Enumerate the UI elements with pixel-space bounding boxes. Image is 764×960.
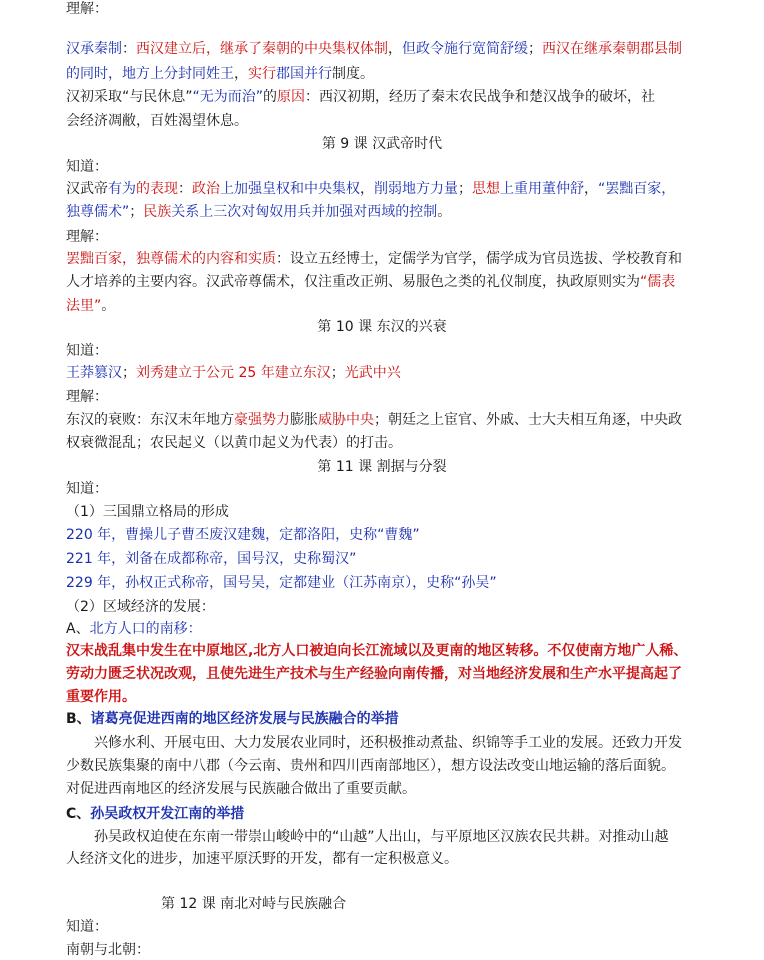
text-run: 诸葛亮促进西南的地区经济发展与民族融合的举措 <box>90 711 399 727</box>
text-run: 原因 <box>277 89 306 105</box>
text-line <box>66 641 734 661</box>
text-line <box>66 687 734 707</box>
text-run: “无为而治” <box>192 89 264 105</box>
text-line <box>66 0 734 19</box>
text-line <box>66 433 734 453</box>
text-run: 第 9 课 汉武帝时代 <box>321 136 443 152</box>
text-line <box>66 573 734 593</box>
text-run: 兴修水利、开展屯田、大力发展农业同时，还积极推动煮盐、织锦等手工业的发展。还致力开发 <box>94 735 682 751</box>
text-line <box>94 733 734 753</box>
text-line <box>161 894 734 914</box>
text-run: 孙吴政权迫使在东南一带崇山峻岭中的“山越”人出山，与平原地区汉族农民共耕。对推动山越 <box>94 829 669 845</box>
text-run: 西汉在继承秦朝郡县制 <box>542 41 682 57</box>
text-line <box>66 87 734 107</box>
text-run: ；朝廷之上宦官、外戚、士大夫相互角逐，中央政 <box>374 412 682 428</box>
text-line <box>0 457 764 477</box>
text-run: 刘秀建立于公元 25 年建立东汉 <box>136 365 331 381</box>
text-run: ： <box>122 41 136 57</box>
text-run: 思想 <box>472 181 500 197</box>
text-run: 东汉的衰败：东汉末年地方 <box>66 412 234 428</box>
text-run: ， <box>584 181 598 197</box>
text-run: 重要作用。 <box>66 689 136 705</box>
text-run: 上重用董仲舒 <box>500 181 584 197</box>
text-run: 法里” <box>66 298 102 314</box>
text-run: ； <box>330 365 345 381</box>
text-run: 劳动力匮乏状况改观，且使先进生产技术与生产经验向南传播，对当地经济发展和生产水平提高起了 <box>66 666 682 682</box>
text-run: ： <box>178 181 192 197</box>
text-run: 权衰微混乱；农民起义（以黄巾起义为代表）的打击。 <box>66 435 402 451</box>
text-line <box>66 39 734 59</box>
text-run: 第 10 课 东汉的兴衰 <box>317 319 447 335</box>
text-line <box>66 525 734 545</box>
text-line <box>66 249 734 269</box>
text-line <box>66 479 734 499</box>
text-run: 人才培养的主要内容。汉武帝尊儒术，仅注重改正朔、易服色之类的礼仪制度，执政原则实为 <box>66 274 640 290</box>
text-run: 人经济文化的进步，加速平原沃野的开发，都有一定积极意义。 <box>66 851 458 867</box>
text-run: 制度。 <box>332 66 374 82</box>
text-run: C、 <box>66 806 91 822</box>
text-run: 知道： <box>66 481 108 497</box>
text-line <box>66 779 734 799</box>
text-run: 理解： <box>66 229 108 245</box>
text-run: 膨胀 <box>290 412 318 428</box>
text-run: 汉承秦制 <box>66 41 122 57</box>
text-run: 关系上 <box>171 204 214 220</box>
text-run: 少数民族集聚的南中八郡（今云南、贵州和四川西南部地区），想方设法改变山地运输的落后面貌。 <box>66 758 675 774</box>
text-run: （1）三国鼎立格局的形成 <box>66 504 229 520</box>
text-run: ， <box>388 41 402 57</box>
text-run: 221 年，刘备在成都称帝，国号汉，史称蜀汉” <box>66 551 357 567</box>
text-run: 罢黜百家，独尊儒术的内容和实质 <box>66 251 276 267</box>
text-line <box>66 597 734 617</box>
text-run: 理解： <box>66 1 108 17</box>
text-run: 的表现 <box>136 181 178 197</box>
text-line <box>66 664 734 684</box>
text-run: 但政令施行宽简舒缓 <box>402 41 528 57</box>
text-run: 的同时，地方上分封同姓王 <box>66 66 234 82</box>
text-run: 汉武帝 <box>66 181 108 197</box>
text-run: 汉末战乱集中发生在中原地区,北方人口被迫向长江流域以及更南的地区转移。不仅使南方地广人稀、 <box>66 643 688 659</box>
text-run: 。 <box>101 298 116 314</box>
text-run: 汉初采取“与民休息” <box>66 89 193 105</box>
text-run: A、 <box>66 621 90 637</box>
text-run: 郡国并行 <box>276 66 332 82</box>
text-run: 知道： <box>66 919 108 935</box>
text-line <box>66 410 734 430</box>
text-run: ， <box>234 66 248 82</box>
text-line <box>0 134 764 154</box>
text-line <box>66 296 734 316</box>
text-line <box>66 202 734 222</box>
text-run: 第 12 课 南北对峙与民族融合 <box>161 896 347 912</box>
text-line <box>66 709 734 729</box>
text-line <box>66 179 734 199</box>
text-run: 第 11 课 割据与分裂 <box>317 459 447 475</box>
text-run: ； <box>122 365 136 381</box>
text-run: 王莽篡汉 <box>66 365 122 381</box>
text-run: 独尊儒术” <box>66 204 130 220</box>
text-run: 知道： <box>66 343 108 359</box>
text-run: 的 <box>263 89 278 105</box>
text-line <box>66 363 734 383</box>
text-line <box>66 804 734 824</box>
text-line <box>66 341 734 361</box>
text-line <box>66 756 734 776</box>
text-run: “罢黜百家， <box>598 181 676 197</box>
text-line <box>66 619 734 639</box>
text-run: 西汉建立后，继承了秦朝的中央集权体制 <box>136 41 388 57</box>
text-run: 有为 <box>108 181 136 197</box>
text-run: ：西汉初期，经历了秦末农民战争和楚汉战争的破坏，社 <box>305 89 656 105</box>
text-line <box>66 111 734 131</box>
text-line <box>66 917 734 937</box>
text-run: ； <box>528 41 542 57</box>
text-run: 。 <box>437 204 452 220</box>
text-run: 229 年，孙权正式称帝，国号吴，定都建业（江苏南京），史称“孙吴” <box>66 575 497 591</box>
text-run: 知道： <box>66 159 108 175</box>
text-run: 民族 <box>143 204 172 220</box>
text-run: 削弱地方力量 <box>374 181 458 197</box>
text-line <box>66 940 734 960</box>
text-line <box>66 387 734 407</box>
text-run: 南朝与北朝： <box>66 942 150 958</box>
text-line <box>66 227 734 247</box>
text-line <box>66 157 734 177</box>
text-run: 豪强势力 <box>234 412 290 428</box>
text-run: 会经济凋敝，百姓渴望休息。 <box>66 113 248 129</box>
text-run: ， <box>360 181 374 197</box>
text-run: 上加强皇权和中央集权 <box>220 181 360 197</box>
text-run: 实行 <box>248 66 276 82</box>
text-line <box>0 317 764 337</box>
text-run: （2）区域经济的发展： <box>66 599 215 615</box>
text-run: 政治 <box>192 181 220 197</box>
text-run: 对促进西南地区的经济发展与民族融合做出了重要贡献。 <box>66 781 416 797</box>
text-run: 威胁中央 <box>318 412 374 428</box>
text-line <box>66 272 734 292</box>
text-run: B、 <box>66 711 91 727</box>
text-run: 理解： <box>66 389 108 405</box>
text-run: “儒表 <box>640 274 676 290</box>
text-run: 光武中兴 <box>344 365 401 381</box>
text-line <box>66 64 734 84</box>
text-line <box>66 549 734 569</box>
text-line <box>66 502 734 522</box>
text-run: 三次对匈奴用兵并加强对西域的控制 <box>213 204 438 220</box>
text-run: ； <box>129 204 144 220</box>
text-run: ：设立五经博士，定儒学为官学，儒学成为官员选拔、学校教育和 <box>276 251 682 267</box>
text-run: ； <box>458 181 472 197</box>
text-run: 北方人口的南移： <box>89 621 202 637</box>
text-run: 孙吴政权开发江南的举措 <box>90 806 245 822</box>
text-line <box>66 849 734 869</box>
text-line <box>94 827 734 847</box>
text-run: 220 年，曹操儿子曹丕废汉建魏，定都洛阳，史称“曹魏” <box>66 527 420 543</box>
